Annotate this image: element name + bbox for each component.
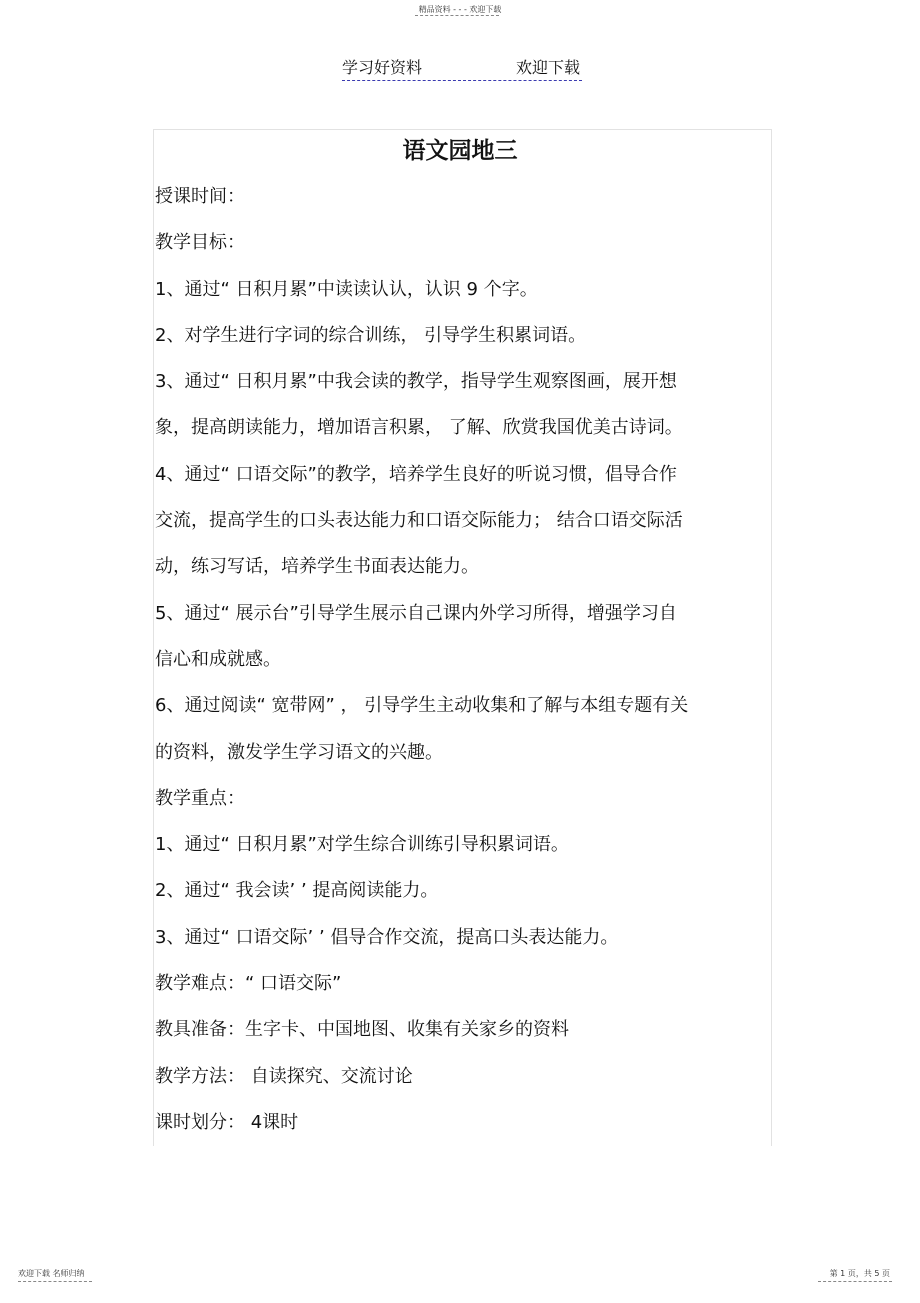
footer-left-dash <box>18 1281 92 1282</box>
body-line: 动，练习写话，培养学生书面表达能力。 <box>155 556 479 578</box>
document-body <box>155 174 761 1146</box>
body-line: 2、对学生进行字词的综合训练， 引导学生积累词语。 <box>155 324 587 346</box>
body-line: 教学方法： 自读探究、交流讨论 <box>155 1065 413 1087</box>
body-line: 象，提高朗读能力，增加语言积累， 了解、欣赏我国优美古诗词。 <box>155 417 683 439</box>
header-left-text: 学习好资料 <box>342 58 423 77</box>
body-line: 教学目标： <box>155 232 245 254</box>
top-watermark: 精品资料 - - - 欢迎下载 <box>418 5 502 14</box>
body-line: 4、通过“ 口语交际”的教学，培养学生良好的听说习惯，倡导合作 <box>155 463 677 485</box>
footer-left-watermark: 欢迎下载 名师归纳 <box>18 1269 85 1278</box>
body-line: 3、通过“ 日积月累”中我会读的教学，指导学生观察图画，展开想 <box>155 371 677 393</box>
body-line: 3、通过“ 口语交际’ ’ 倡导合作交流，提高口头表达能力。 <box>155 926 619 948</box>
body-line: 授课时间： <box>155 186 245 207</box>
body-line: 教学难点：“ 口语交际” <box>155 973 342 995</box>
document-title: 语文园地三 <box>402 138 518 164</box>
body-line: 教学重点： <box>155 787 245 809</box>
page-header <box>342 58 582 81</box>
footer-page-counter: 第 1 页，共 5 页 <box>829 1269 890 1278</box>
top-watermark-dash <box>415 15 499 16</box>
body-line: 课时划分： 4课时 <box>155 1111 299 1133</box>
body-line: 1、通过“ 日积月累”中读读认认，认识 9 个字。 <box>155 278 538 300</box>
header-right-text: 欢迎下载 <box>515 58 580 77</box>
body-line: 2、通过“ 我会读’ ’ 提高阅读能力。 <box>155 880 439 902</box>
body-line: 教具准备：生字卡、中国地图、收集有关家乡的资料 <box>155 1019 569 1041</box>
footer-right-dash <box>818 1281 892 1282</box>
body-line: 1、通过“ 日积月累”对学生综合训练引导积累词语。 <box>155 834 569 856</box>
body-line: 6、通过阅读“ 宽带网” ， 引导学生主动收集和了解与本组专题有关 <box>155 695 689 717</box>
body-line: 5、通过“ 展示台”引导学生展示自己课内外学习所得，增强学习自 <box>155 602 677 624</box>
body-line: 的资料，激发学生学习语文的兴趣。 <box>155 741 443 763</box>
body-line: 交流，提高学生的口头表达能力和口语交际能力； 结合口语交际活 <box>155 510 683 532</box>
body-line: 信心和成就感。 <box>155 648 281 670</box>
